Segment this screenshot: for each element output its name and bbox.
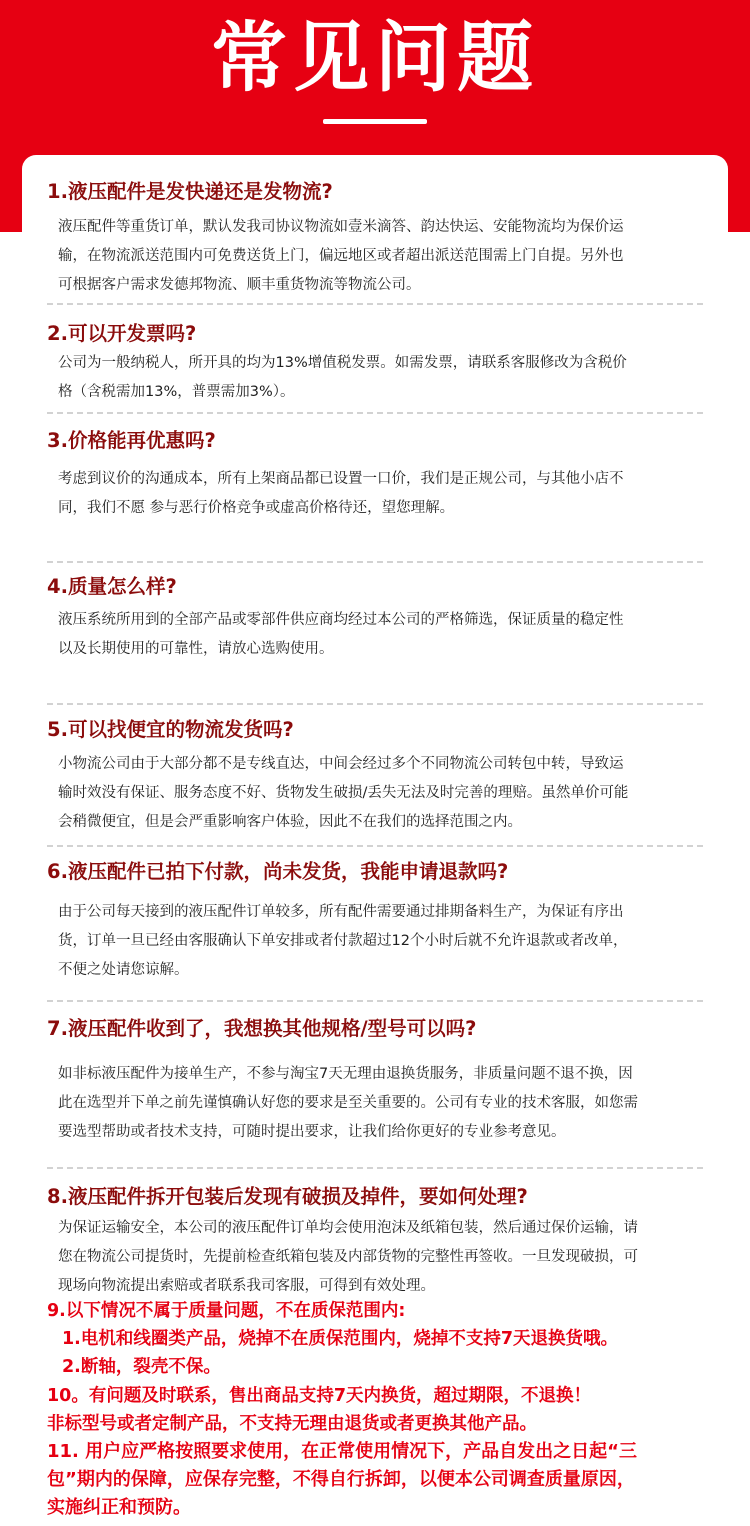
- answer-line: 考虑到议价的沟通成本，所有上架商品都已设置一口价，我们是正规公司，与其他小店不: [58, 471, 624, 487]
- divider: [47, 1000, 703, 1002]
- divider: [47, 845, 703, 847]
- answer-line: 以及长期使用的可靠性，请放心选购使用。: [58, 641, 334, 657]
- answer-line: 液压配件等重货订单，默认发我司协议物流如壹米滴答、韵达快运、安能物流均为保价运: [58, 219, 624, 235]
- answer-line: 格（含税需加13%，普票需加3%）。: [58, 384, 295, 400]
- answer-line: 输，在物流派送范围内可免费送货上门，偏远地区或者超出派送范围需上门自提。另外也: [58, 248, 624, 264]
- note-item: 1.电机和线圈类产品，烧掉不在质保范围内，烧掉不支持7天退换货哦。: [62, 1329, 618, 1349]
- note-item: 10。有问题及时联系，售出商品支持7天内换货，超过期限，不退换！: [47, 1386, 592, 1406]
- answer-line: 输时效没有保证、服务态度不好、货物发生破损/丢失无法及时完善的理赔。虽然单价可能: [58, 785, 629, 801]
- answer-line: 可根据客户需求发德邦物流、顺丰重货物流等物流公司。: [58, 277, 421, 293]
- divider: [47, 412, 703, 414]
- answer-line: 公司为一般纳税人，所开具的均为13%增值税发票。如需发票，请联系客服修改为含税价: [58, 355, 627, 371]
- faq-answer-2: [58, 349, 708, 407]
- answer-line: 此在选型并下单之前先谨慎确认好您的要求是至关重要的。公司有专业的技术客服，如您需: [58, 1095, 638, 1111]
- note-item: 9.以下情况不属于质量问题，不在质保范围内:: [47, 1301, 406, 1321]
- faq-answer-1: [58, 213, 708, 300]
- answer-line: 同，我们不愿 参与恶行价格竞争或虚高价格待还，望您理解。: [58, 500, 455, 516]
- faq-question-4: 4.质量怎么样?: [47, 575, 177, 598]
- page-title: 常见问题: [211, 13, 539, 102]
- answer-line: 您在物流公司提货时，先提前检查纸箱包装及内部货物的完整性再签收。一旦发现破损，可: [58, 1249, 638, 1265]
- answer-line: 要选型帮助或者技术支持，可随时提出要求，让我们给你更好的专业参考意见。: [58, 1124, 566, 1140]
- answer-line: 货，订单一旦已经由客服确认下单安排或者付款超过12个小时后就不允许退款或者改单，: [58, 933, 628, 949]
- faq-question-5: 5.可以找便宜的物流发货吗?: [47, 718, 294, 741]
- faq-answer-3: [58, 465, 708, 523]
- faq-answer-5: [58, 750, 708, 837]
- divider: [47, 703, 703, 705]
- divider: [47, 303, 703, 305]
- faq-question-1: 1.液压配件是发快递还是发物流?: [47, 180, 333, 203]
- answer-line: 不便之处请您谅解。: [58, 962, 189, 978]
- faq-answer-6: [58, 898, 708, 985]
- faq-answer-7: [58, 1060, 708, 1147]
- faq-question-3: 3.价格能再优惠吗?: [47, 429, 216, 452]
- faq-question-6: 6.液压配件已拍下付款，尚未发货，我能申请退款吗?: [47, 860, 509, 883]
- note-item: 实施纠正和预防。: [47, 1497, 191, 1518]
- answer-line: 会稍微便宜，但是会严重影响客户体验，因此不在我们的选择范围之内。: [58, 814, 522, 830]
- answer-line: 现场向物流提出索赔或者联系我司客服，可得到有效处理。: [58, 1278, 435, 1294]
- answer-line: 为保证运输安全，本公司的液压配件订单均会使用泡沫及纸箱包装，然后通过保价运输，请: [58, 1220, 638, 1236]
- note-item: 非标型号或者定制产品，不支持无理由退货或者更换其他产品。: [47, 1414, 537, 1434]
- faq-answer-4: [58, 606, 708, 664]
- note-item: 11. 用户应严格按照要求使用，在正常使用情况下，产品自发出之日起“三: [47, 1441, 637, 1462]
- answer-line: 液压系统所用到的全部产品或零部件供应商均经过本公司的严格筛选，保证质量的稳定性: [58, 612, 624, 628]
- faq-question-7: 7.液压配件收到了，我想换其他规格/型号可以吗?: [47, 1017, 477, 1040]
- faq-question-8: 8.液压配件拆开包装后发现有破损及掉件，要如何处理?: [47, 1185, 528, 1208]
- faq-answer-8: [58, 1214, 708, 1301]
- faq-question-2: 2.可以开发票吗?: [47, 322, 197, 345]
- answer-line: 由于公司每天接到的液压配件订单较多，所有配件需要通过排期备料生产，为保证有序出: [58, 904, 624, 920]
- note-item: 包”期内的保障，应保存完整，不得自行拆卸，以便本公司调查质量原因，: [47, 1469, 635, 1490]
- answer-line: 小物流公司由于大部分都不是专线直达，中间会经过多个不同物流公司转包中转，导致运: [58, 756, 624, 772]
- note-item: 2.断轴，裂壳不保。: [62, 1357, 221, 1377]
- divider: [47, 1167, 703, 1169]
- divider: [47, 561, 703, 563]
- answer-line: 如非标液压配件为接单生产，不参与淘宝7天无理由退换货服务，非质量问题不退不换，因: [58, 1066, 633, 1082]
